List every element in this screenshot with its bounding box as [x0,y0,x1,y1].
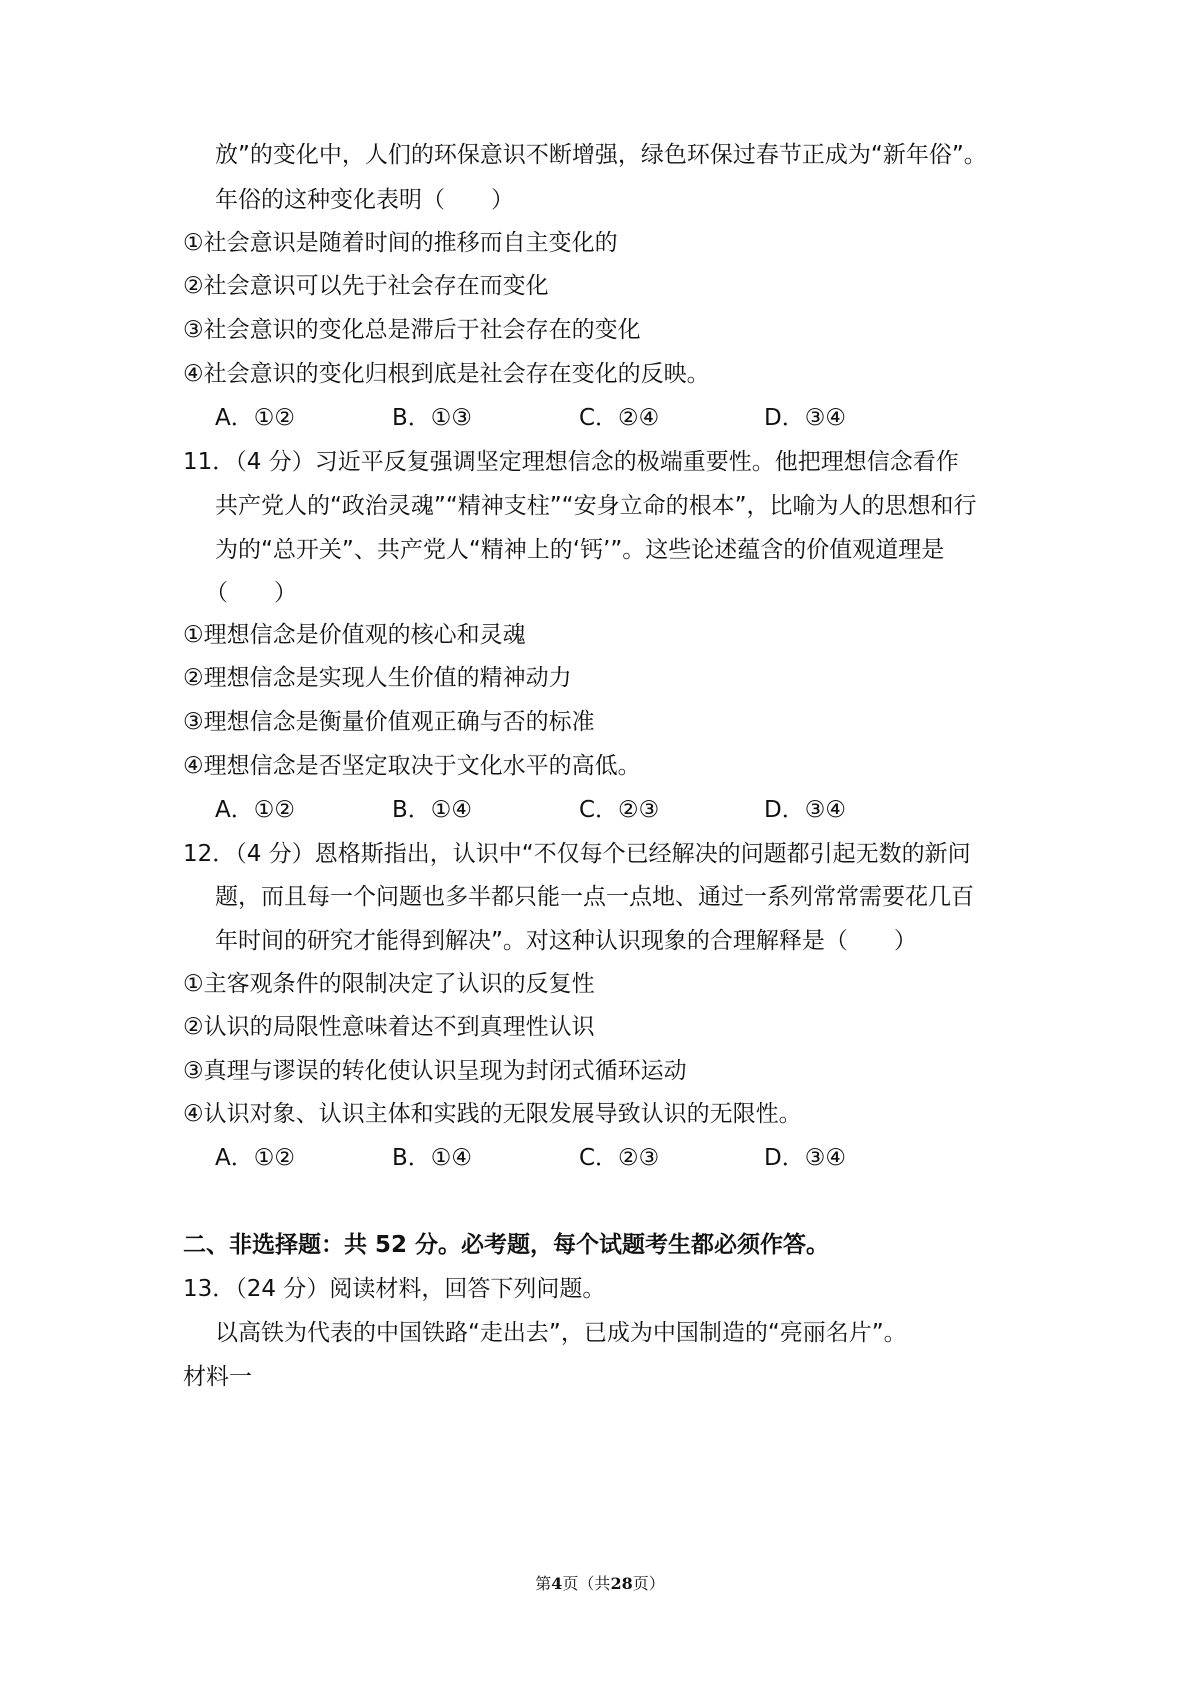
q11-stem-line-2: 共产党人的“政治灵魂”“精神支柱”“安身立命的根本”，比喻为人的思想和行 [215,493,977,519]
q12-stem-line-3: 年时间的研究才能得到解决”。对这种认识现象的合理解释是（ ） [215,928,917,954]
q11-option-a: A．①② [215,797,295,823]
q11-option-d: D．③④ [764,797,846,823]
q10-stem-line-2: 年俗的这种变化表明（ ） [215,187,514,213]
q11-item-4: ④理想信念是否坚定取决于文化水平的高低。 [183,753,641,779]
q10-option-b: B．①③ [392,405,473,431]
footer-page-number: 4 [551,1574,563,1593]
footer-suffix: 页） [632,1574,665,1593]
q12-option-a: A．①② [215,1145,295,1171]
q10-option-d: D．③④ [764,405,846,431]
q12-option-c: C．②③ [579,1145,660,1171]
page-footer [0,1574,1200,1594]
q11-item-3: ③理想信念是衡量价值观正确与否的标准 [183,709,595,735]
q12-item-3: ③真理与谬误的转化使认识呈现为封闭式循环运动 [183,1058,687,1084]
q12-item-2: ②认识的局限性意味着达不到真理性认识 [183,1014,595,1040]
footer-middle: 页（共 [562,1574,611,1593]
footer-total-pages: 28 [610,1574,633,1593]
q11-stem-line-1: 11．（4 分）习近平反复强调坚定理想信念的极端重要性。他把理想信念看作 [183,449,959,475]
q10-item-3: ③社会意识的变化总是滞后于社会存在的变化 [183,317,641,343]
q10-item-4: ④社会意识的变化归根到底是社会存在变化的反映。 [183,361,710,387]
q11-answer-bracket: （ ） [205,580,297,606]
section-heading: 二、非选择题：共 52 分。必考题，每个试题考生都必须作答。 [183,1232,830,1258]
q12-stem-line-1: 12．（4 分）恩格斯指出，认识中“不仅每个已经解决的问题都引起无数的新问 [183,841,971,867]
q12-option-d: D．③④ [764,1145,846,1171]
q11-item-1: ①理想信念是价值观的核心和灵魂 [183,622,526,648]
q10-option-a: A．①② [215,405,295,431]
q12-option-b: B．①④ [392,1145,473,1171]
q11-stem-line-3: 为的“总开关”、共产党人“精神上的‘钙’”。这些论述蕴含的价值观道理是 [215,537,945,563]
q12-stem-line-2: 题，而且每一个问题也多半都只能一点一点地、通过一系列常常需要花几百 [215,884,974,910]
q13-intro: 以高铁为代表的中国铁路“走出去”，已成为中国制造的“亮丽名片”。 [215,1320,907,1346]
q10-stem-line-1: 放”的变化中，人们的环保意识不断增强，绿色环保过春节正成为“新年俗”。 [215,142,987,168]
q13-material-label: 材料一 [183,1364,252,1390]
q12-item-1: ①主客观条件的限制决定了认识的反复性 [183,971,595,997]
q11-option-b: B．①④ [392,797,473,823]
q11-option-c: C．②③ [579,797,660,823]
q11-item-2: ②理想信念是实现人生价值的精神动力 [183,665,572,691]
q10-item-1: ①社会意识是随着时间的推移而自主变化的 [183,230,618,256]
q10-option-c: C．②④ [579,405,660,431]
footer-prefix: 第 [535,1574,552,1593]
q12-item-4: ④认识对象、认识主体和实践的无限发展导致认识的无限性。 [183,1101,802,1127]
q13-stem: 13．（24 分）阅读材料，回答下列问题。 [183,1276,606,1302]
q10-item-2: ②社会意识可以先于社会存在而变化 [183,273,549,299]
